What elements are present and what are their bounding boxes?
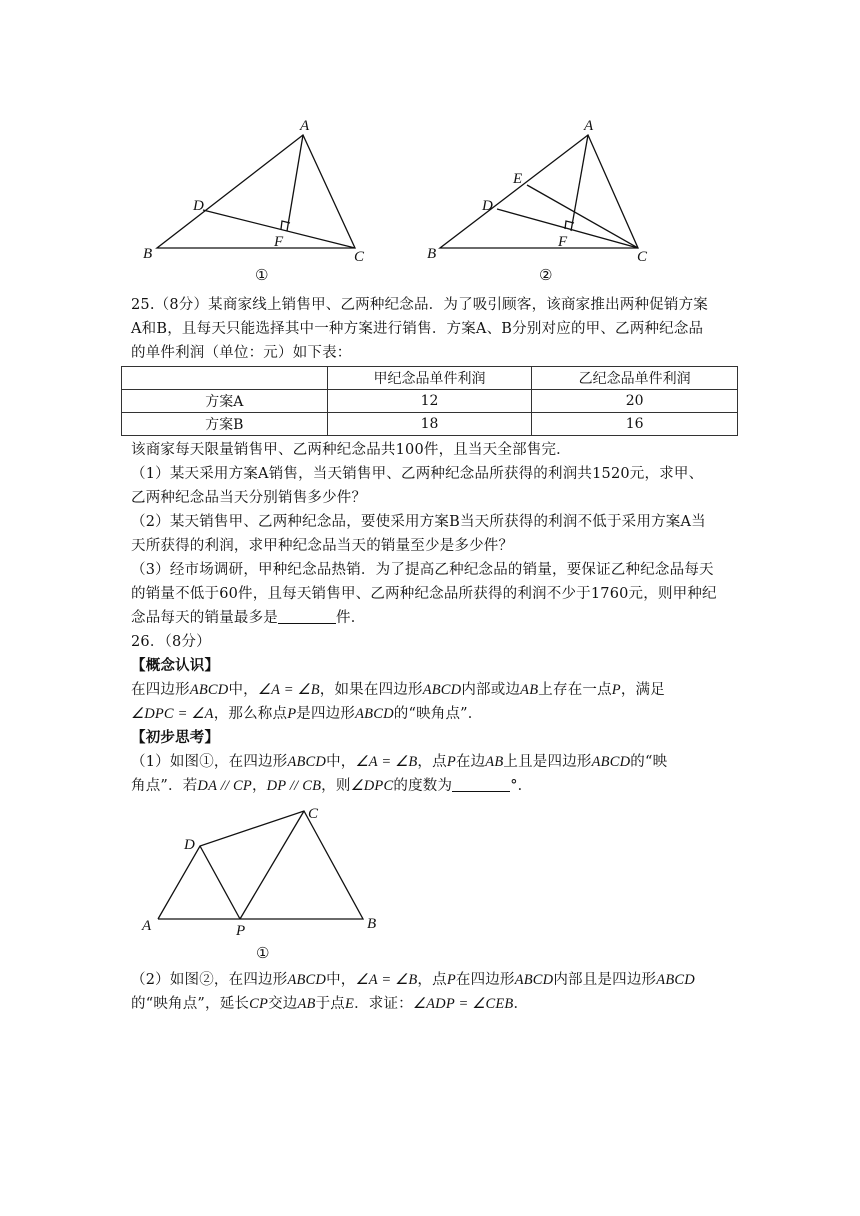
triangle-abc [157,135,355,248]
table-header-cell: 甲纪念品单件利润 [327,367,532,390]
table-cell: 12 [327,390,532,413]
label-c: C [637,249,648,265]
label-b: B [427,246,437,262]
label-p: P [236,923,246,939]
q25-part2-line2: 天所获得的利润，求甲种纪念品当天的销量至少是多少件？ [131,538,514,554]
label-a: A [142,918,152,934]
table-cell: 方案B [122,413,328,436]
label-e: E [513,171,523,187]
figure-3-caption: ① [256,944,270,962]
table-header-row [122,367,738,390]
profit-table [121,366,738,436]
figure-2-caption: ② [539,266,553,284]
figure-3-quadrilateral [138,800,388,965]
q25-line3: 的单件利润（单位：元）如下表： [131,345,352,361]
q25-part1-line2: 乙两种纪念品当天分别销售多少件？ [131,490,367,506]
answer-blank[interactable] [278,609,336,624]
segment-dp [200,846,240,919]
q26-part1-line2: 角点”．若DA // CP，DP // CB，则∠DPC的度数为 °． [131,778,533,794]
q25-part1-line1: （1）某天采用方案A销售，当天销售甲、乙两种纪念品所获得的利润共1520元，求甲、 [131,466,704,482]
q26-concept-line2: ∠DPC = ∠A，那么称点P是四边形ABCD的“映角点”． [131,706,483,722]
q26-concept-line1: 在四边形ABCD中，∠A = ∠B，如果在四边形ABCD内部或边AB上存在一点P，满足 [131,682,665,698]
label-b: B [143,246,153,262]
table-header-cell: 乙纪念品单件利润 [532,367,738,390]
q26-part1-line1: （1）如图①，在四边形ABCD中，∠A = ∠B，点P在边AB上且是四边形ABCD的“映 [131,754,668,770]
segment-af [571,135,588,231]
label-d: D [482,198,493,214]
question-26-part2 [131,968,736,1016]
table-cell: 方案A [122,390,328,413]
segment-dc [497,209,638,248]
quadrilateral-abcd [158,811,363,919]
label-a: A [584,118,594,134]
figure-1-triangle [140,115,380,290]
q26-header: 26．（8分） [131,634,211,650]
q26-section-concept: 【概念认识】 [131,657,220,674]
figure-1-caption: ① [255,266,269,284]
q26-part2-line1: （2）如图②，在四边形ABCD中，∠A = ∠B，点P在四边形ABCD内部且是四边形ABCD [131,972,695,988]
table-cell: 20 [532,390,738,413]
q26-section-thinking: 【初步思考】 [131,729,220,746]
q25-part2-line1: （2）某天销售甲、乙两种纪念品，要使采用方案B当天所获得的利润不低于采用方案A当 [131,514,706,530]
label-a: A [300,118,310,134]
q26-part2-line2: 的“映角点”，延长CP交边AB于点E．求证：∠ADP = ∠CEB． [131,996,529,1012]
table-header-cell [122,367,328,390]
segment-pc [240,811,304,919]
label-b: B [367,916,377,932]
q25-line2: A和B，且每天只能选择其中一种方案进行销售．方案A、B分别对应的甲、乙两种纪念品 [131,321,704,337]
q25-part3-line2: 的销量不低于60件，且每天销售甲、乙两种纪念品所获得的利润不少于1760元，则甲种纪 [131,586,717,602]
label-d: D [193,198,204,214]
table-cell: 16 [532,413,738,436]
answer-blank[interactable] [452,777,510,792]
table-cell: 18 [327,413,532,436]
label-c: C [308,806,319,822]
table-row [122,413,738,436]
segment-af [287,135,303,231]
q25-part3-unit: 件． [336,610,366,626]
label-c: C [354,249,365,265]
label-f: F [274,234,284,250]
q25-after-table: 该商家每天限量销售甲、乙两种纪念品共100件，且当天全部售完． [131,442,571,458]
label-d: D [184,837,195,853]
table-row [122,390,738,413]
figure-2-triangle [420,115,660,290]
q25-part3-line3 [131,606,736,630]
q25-part3-line1: （3）经市场调研，甲种纪念品热销．为了提高乙种纪念品的销量，要保证乙种纪念品每天 [131,562,714,578]
label-f: F [558,234,568,250]
question-25-body [131,438,736,798]
segment-ec [527,185,638,248]
question-25 [131,293,736,365]
q25-part3-text: 念品每天的销量最多是 [131,610,278,626]
q25-header: 25.（8分）某商家线上销售甲、乙两种纪念品．为了吸引顾客，该商家推出两种促销方案 [131,297,708,313]
